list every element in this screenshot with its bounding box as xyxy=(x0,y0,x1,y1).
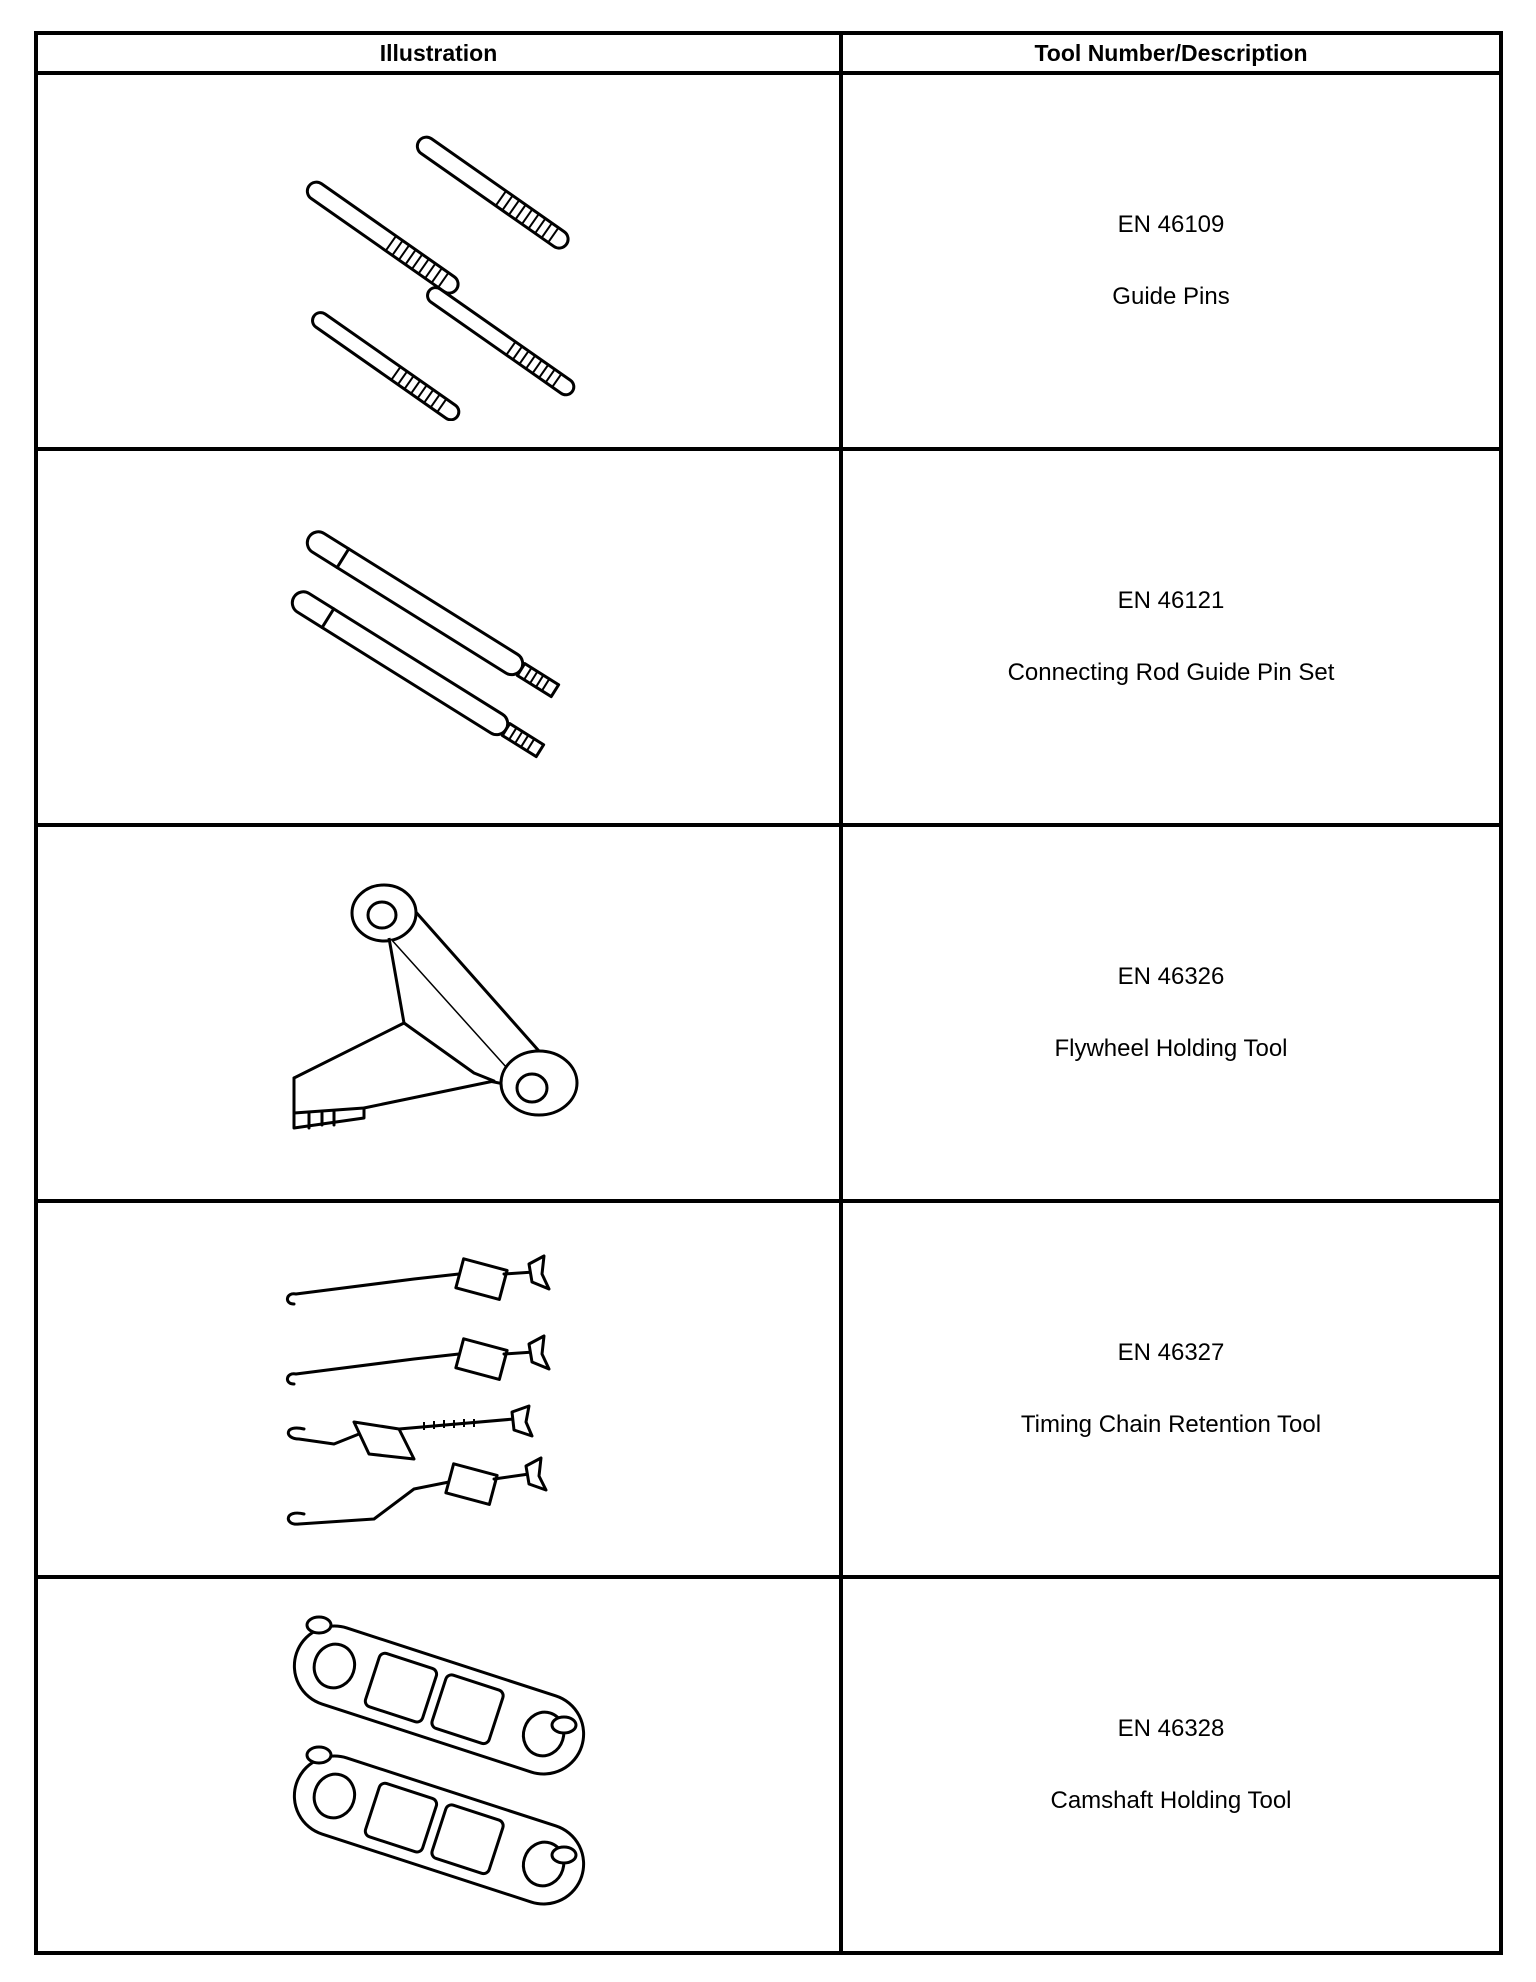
guide-pins-icon xyxy=(289,101,589,421)
illustration-cell xyxy=(36,1201,841,1577)
tool-number: EN 46326 xyxy=(1117,963,1225,990)
tool-number-description-header: Tool Number/Description xyxy=(841,33,1501,73)
special-tools-table xyxy=(34,31,1503,1955)
tool-description: Guide Pins xyxy=(1112,283,1230,310)
tool-number: EN 46327 xyxy=(1117,1339,1225,1366)
flywheel-holding-tool-icon xyxy=(274,863,604,1163)
illustration-cell xyxy=(36,825,841,1201)
tool-description: Flywheel Holding Tool xyxy=(1054,1035,1288,1062)
table-row xyxy=(36,825,1501,1201)
description-cell xyxy=(841,1201,1501,1577)
illustration-cell xyxy=(36,73,841,449)
description-cell xyxy=(841,449,1501,825)
table-row xyxy=(36,73,1501,449)
table-row xyxy=(36,1577,1501,1953)
tool-description: Connecting Rod Guide Pin Set xyxy=(1007,659,1335,686)
tool-number: EN 46328 xyxy=(1117,1715,1225,1742)
timing-chain-retention-tool-icon xyxy=(274,1234,604,1544)
illustration-cell xyxy=(36,1577,841,1953)
table-header-row xyxy=(36,33,1501,73)
connecting-rod-guide-pin-set-icon xyxy=(279,487,599,787)
tool-number: EN 46109 xyxy=(1117,211,1225,238)
tool-description: Timing Chain Retention Tool xyxy=(1020,1411,1322,1438)
illustration-header: Illustration xyxy=(36,33,841,73)
tool-number: EN 46121 xyxy=(1117,587,1225,614)
description-cell xyxy=(841,825,1501,1201)
tool-description: Camshaft Holding Tool xyxy=(1050,1787,1292,1814)
description-cell xyxy=(841,1577,1501,1953)
camshaft-holding-tool-icon xyxy=(274,1605,604,1925)
table-row xyxy=(36,449,1501,825)
illustration-cell xyxy=(36,449,841,825)
table-row xyxy=(36,1201,1501,1577)
description-cell xyxy=(841,73,1501,449)
